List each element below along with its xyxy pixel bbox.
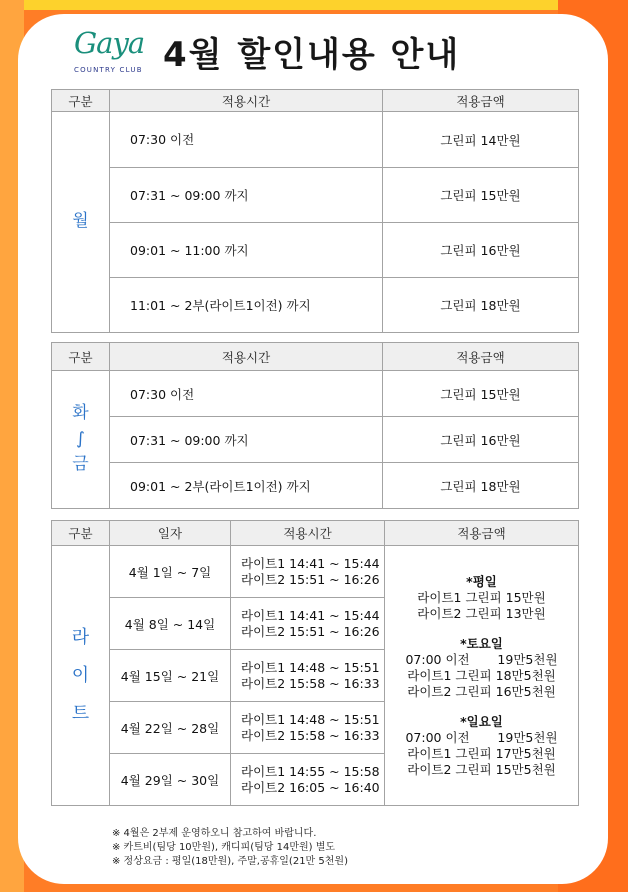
group-char: 화	[72, 403, 89, 424]
top-stripe	[0, 0, 628, 10]
pricing-line: 라이트1 그린피 18만5천원	[407, 667, 556, 683]
table-row	[52, 546, 579, 598]
table-row	[52, 417, 579, 463]
header-time: 적용시간	[110, 343, 383, 371]
pricing-line: 라이트2 그린피 16만5천원	[407, 683, 556, 699]
table-row	[52, 278, 579, 333]
time-cell	[231, 754, 385, 806]
group-label-tue-fri	[52, 371, 110, 509]
group-char: ∫	[76, 428, 85, 449]
weekday-heading: *평일	[466, 573, 497, 589]
time-cell	[231, 546, 385, 598]
logo-subtitle: COUNTRY CLUB	[74, 66, 143, 74]
pricing-info	[385, 546, 579, 806]
price-cell: 그린피 16만원	[383, 417, 579, 463]
pricing-line: 07:00 이전 19만5천원	[405, 729, 558, 745]
table-row	[52, 168, 579, 223]
date-cell: 4월 22일 ~ 28일	[110, 702, 231, 754]
pricing-line: 라이트1 그린피 17만5천원	[407, 745, 556, 761]
light2-time: 라이트2 15:51 ~ 16:26	[241, 571, 380, 587]
time-cell: 07:30 이전	[110, 112, 383, 168]
price-cell: 그린피 16만원	[383, 223, 579, 278]
time-cell: 07:31 ~ 09:00 까지	[110, 417, 383, 463]
table-header	[52, 343, 579, 371]
header-category: 구분	[52, 90, 110, 112]
header-date: 일자	[110, 521, 231, 546]
light2-time: 라이트2 15:51 ~ 16:26	[241, 623, 380, 639]
light1-time: 라이트1 14:41 ~ 15:44	[241, 607, 380, 623]
light-table	[51, 520, 579, 806]
light2-time: 라이트2 16:05 ~ 16:40	[241, 779, 380, 795]
date-cell: 4월 8일 ~ 14일	[110, 598, 231, 650]
notes	[112, 827, 348, 869]
pricing-line: 라이트2 그린피 13만원	[417, 605, 546, 621]
light1-time: 라이트1 14:48 ~ 15:51	[241, 711, 380, 727]
light1-time: 라이트1 14:55 ~ 15:58	[241, 763, 380, 779]
table-row	[52, 463, 579, 509]
table-header	[52, 521, 579, 546]
note-line: ※ 4월은 2부제 운영하오니 참고하여 바랍니다.	[112, 828, 317, 839]
group-char: 라	[71, 626, 90, 648]
group-char: 트	[71, 702, 90, 724]
tue-fri-table	[51, 342, 579, 509]
table-row	[52, 223, 579, 278]
light2-time: 라이트2 15:58 ~ 16:33	[241, 675, 380, 691]
price-cell: 그린피 15만원	[383, 371, 579, 417]
note-line: ※ 정상요금 : 평일(18만원), 주말,공휴일(21만 5천원)	[112, 856, 348, 867]
saturday-heading: *토요일	[460, 635, 503, 651]
monday-table	[51, 89, 579, 333]
header-price: 적용금액	[383, 343, 579, 371]
time-cell	[231, 702, 385, 754]
time-cell: 09:01 ~ 11:00 까지	[110, 223, 383, 278]
light2-time: 라이트2 15:58 ~ 16:33	[241, 727, 380, 743]
page-title: 4월 할인내용 안내	[163, 35, 461, 75]
header-category: 구분	[52, 521, 110, 546]
time-cell: 11:01 ~ 2부(라이트1이전) 까지	[110, 278, 383, 333]
group-char: 금	[72, 454, 89, 475]
date-cell: 4월 15일 ~ 21일	[110, 650, 231, 702]
header-price: 적용금액	[385, 521, 579, 546]
sunday-heading: *일요일	[460, 713, 503, 729]
time-cell: 07:31 ~ 09:00 까지	[110, 168, 383, 223]
time-cell	[231, 598, 385, 650]
header-time: 적용시간	[110, 90, 383, 112]
note-line: ※ 카트비(팀당 10만원), 캐디피(팀당 14만원) 별도	[112, 842, 336, 853]
table-header	[52, 90, 579, 112]
time-cell	[231, 650, 385, 702]
table-row	[52, 371, 579, 417]
time-cell: 09:01 ~ 2부(라이트1이전) 까지	[110, 463, 383, 509]
time-cell: 07:30 이전	[110, 371, 383, 417]
group-label-monday: 월	[52, 112, 110, 333]
header-time: 적용시간	[231, 521, 385, 546]
price-cell: 그린피 18만원	[383, 463, 579, 509]
table-row	[52, 112, 579, 168]
price-cell: 그린피 18만원	[383, 278, 579, 333]
header-price: 적용금액	[383, 90, 579, 112]
group-label-light	[52, 546, 110, 806]
pricing-line: 07:00 이전 19만5천원	[405, 651, 558, 667]
date-cell: 4월 1일 ~ 7일	[110, 546, 231, 598]
logo-script: Gaya	[74, 26, 145, 60]
price-cell: 그린피 15만원	[383, 168, 579, 223]
light1-time: 라이트1 14:41 ~ 15:44	[241, 555, 380, 571]
group-char: 이	[71, 664, 90, 686]
header-category: 구분	[52, 343, 110, 371]
gaya-logo	[74, 26, 154, 76]
price-cell: 그린피 14만원	[383, 112, 579, 168]
light1-time: 라이트1 14:48 ~ 15:51	[241, 659, 380, 675]
pricing-line: 라이트2 그린피 15만5천원	[407, 761, 556, 777]
pricing-line: 라이트1 그린피 15만원	[417, 589, 546, 605]
date-cell: 4월 29일 ~ 30일	[110, 754, 231, 806]
